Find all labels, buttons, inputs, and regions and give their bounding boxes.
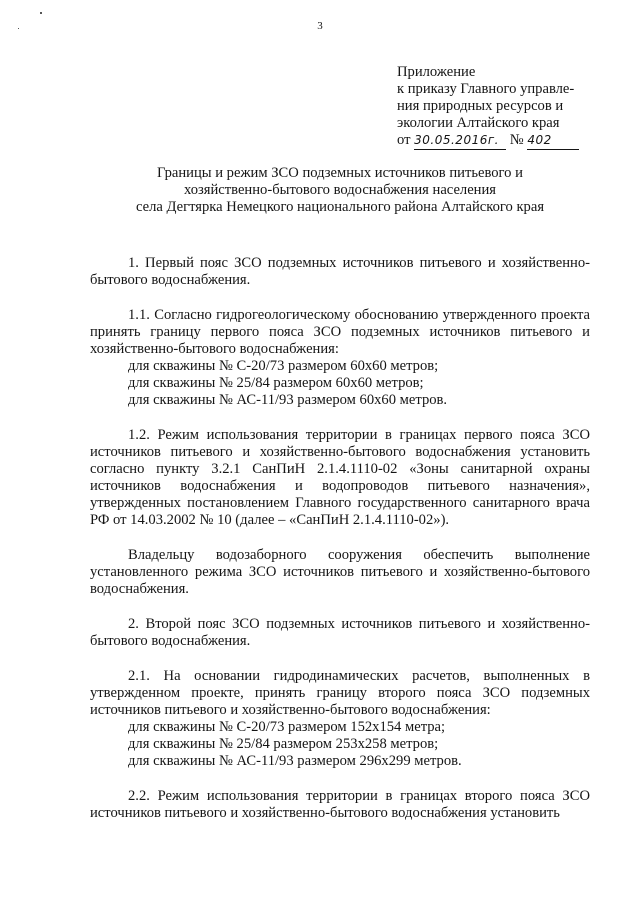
document-title xyxy=(90,165,590,216)
section-2-1-text: 2.1. На основании гидродинамических расчетов, выполненных в утвержденном проекте, принять границу второго пояса ЗСО подземных источников питьевого и хозяйственно-бытового водоснабжения: xyxy=(90,668,590,718)
appendix-line: к приказу Главного управле- xyxy=(397,81,575,97)
scan-speck xyxy=(18,28,19,29)
appendix-date-line xyxy=(397,132,589,150)
section-1-heading: 1. Первый пояс ЗСО подземных источников питьевого и хозяйственно-бытового водоснабжения. xyxy=(90,255,590,288)
document-body xyxy=(90,255,590,822)
scan-speck xyxy=(40,12,42,14)
list-item: для скважины № 25/84 размером 60х60 метров; xyxy=(128,375,424,391)
section-1-1-list xyxy=(90,358,590,409)
title-line: села Дегтярка Немецкого национального района Алтайского края xyxy=(135,199,545,215)
list-item: для скважины № С-20/73 размером 60х60 метров; xyxy=(128,358,439,374)
handwritten-date: 30.05.2016г. xyxy=(414,132,506,150)
list-item: для скважины № С-20/73 размером 152х154 метра; xyxy=(128,719,446,735)
list-item: для скважины № 25/84 размером 253х258 метров; xyxy=(128,736,439,752)
page-number: 3 xyxy=(317,20,323,32)
title-line: хозяйственно-бытового водоснабжения населения xyxy=(183,182,497,198)
section-2-heading: 2. Второй пояс ЗСО подземных источников питьевого и хозяйственно-бытового водоснабжения. xyxy=(90,616,590,649)
appendix-line: экологии Алтайского края xyxy=(397,115,560,131)
section-1-2-text: 1.2. Режим использования территории в границах первого пояса ЗСО источников питьевого и хозяйственно-бытового водоснабжения установить согласно пункту 3.2.1 СанПиН 2.1.4.1110-02 «Зоны санитарной охраны источников водоснабжения и водопроводов питьевого назначения», утвержденных постановлением Главного государственного санитарного врача РФ от 14.03.2002 № 10 (далее – «СанПиН 2.1.4.1110-02»). xyxy=(90,427,590,528)
number-prefix: № xyxy=(509,132,524,148)
section-1-1-text: 1.1. Согласно гидрогеологическому обоснованию утвержденного проекта принять границу первого пояса ЗСО подземных источников питьевого и хозяйственно-бытового водоснабжения: xyxy=(90,307,590,357)
appendix-title: Приложение xyxy=(397,64,476,80)
appendix-line: ния природных ресурсов и xyxy=(397,98,564,114)
list-item: для скважины № АС-11/93 размером 60х60 метров. xyxy=(128,392,448,408)
title-line: Границы и режим ЗСО подземных источников питьевого и xyxy=(157,165,523,181)
date-prefix: от xyxy=(397,132,411,148)
appendix-block xyxy=(397,64,589,150)
handwritten-number: 402 xyxy=(527,132,579,150)
section-2-2-text: 2.2. Режим использования территории в границах второго пояса ЗСО источников питьевого и хозяйственно-бытового водоснабжения установить xyxy=(90,788,590,821)
section-2-1-list xyxy=(90,719,590,770)
list-item: для скважины № АС-11/93 размером 296х299 метров. xyxy=(128,753,462,769)
owner-obligation-text: Владельцу водозаборного сооружения обеспечить выполнение установленного режима ЗСО источников питьевого и хозяйственно-бытового водоснабжения. xyxy=(90,547,590,597)
